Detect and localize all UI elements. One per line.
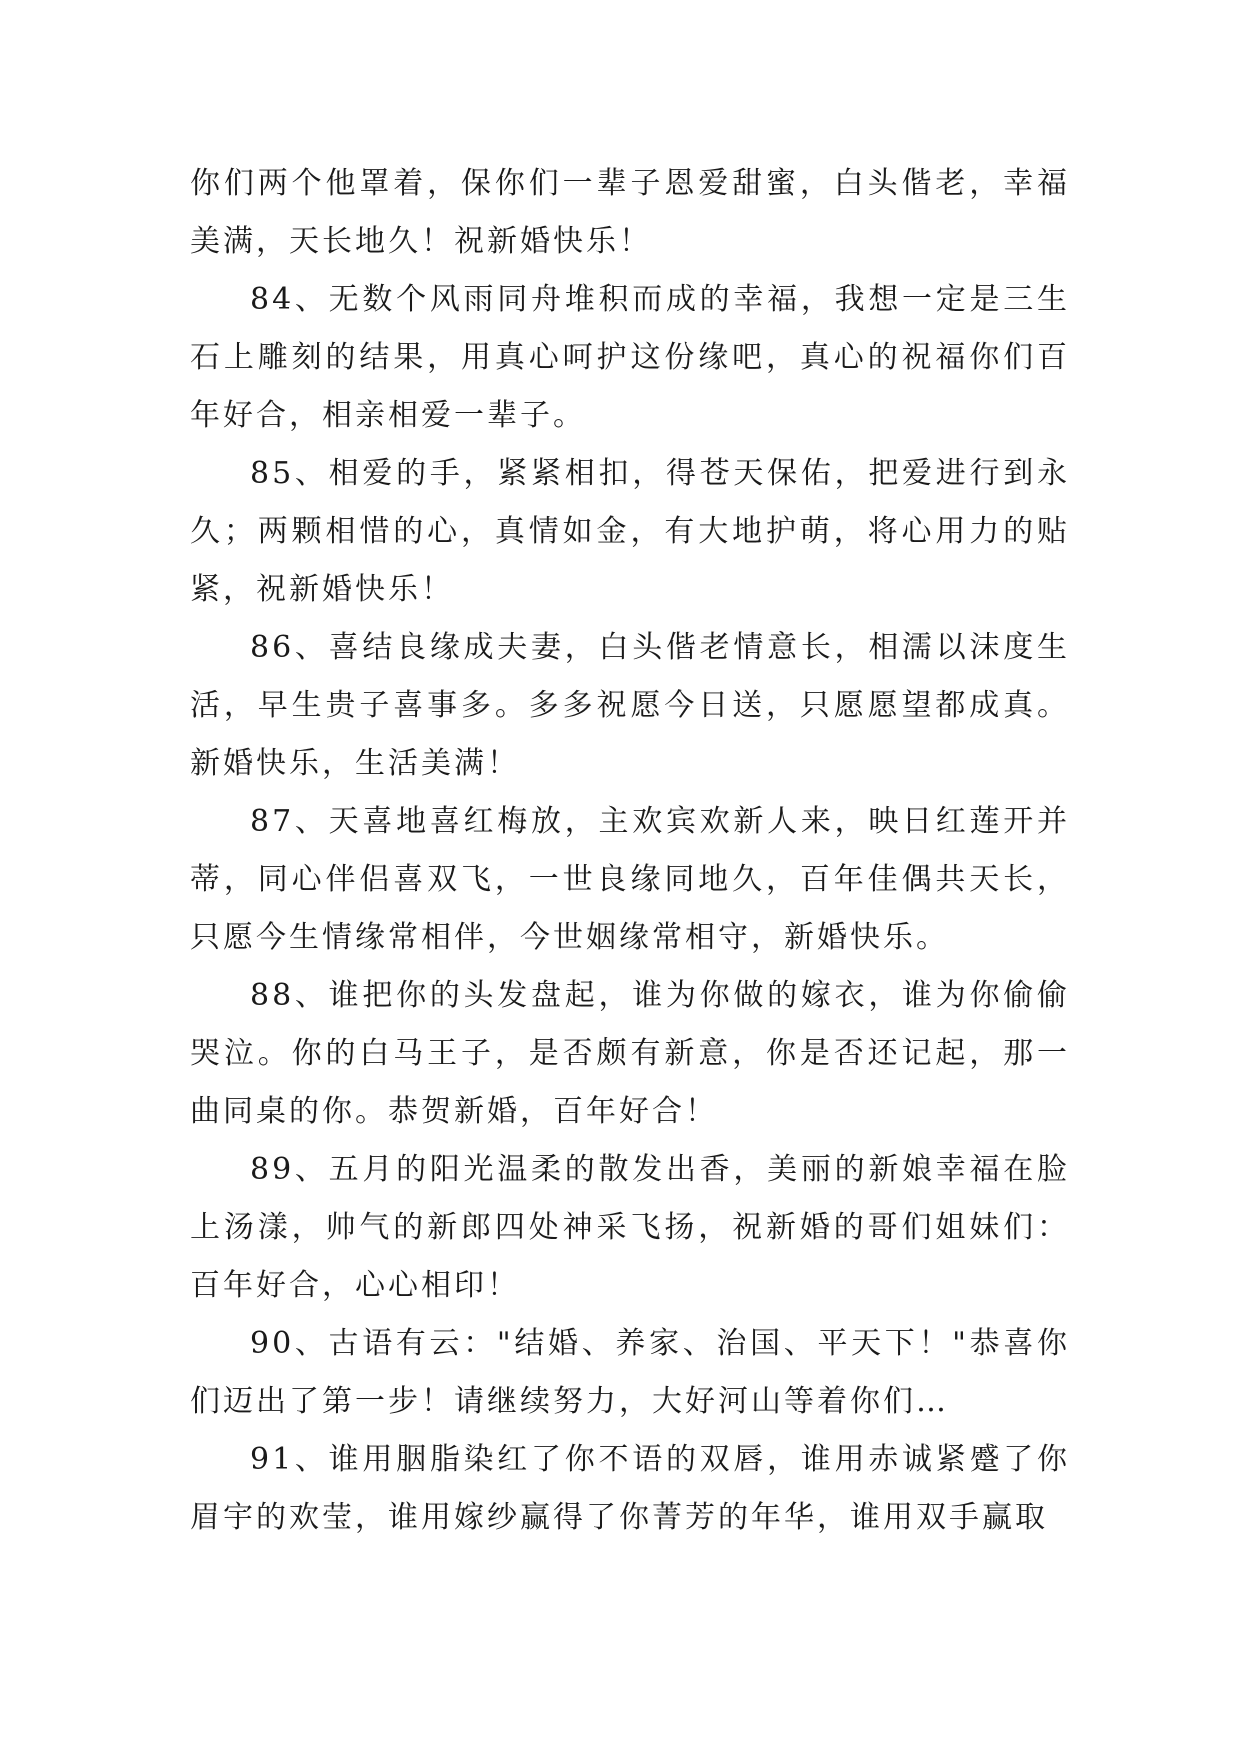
paragraph-90: 90、古语有云："结婚、养家、治国、平天下！"恭喜你们迈出了第一步！请继续努力，大好河山等着你们… xyxy=(190,1326,1070,1419)
paragraph-89: 89、五月的阳光温柔的散发出香，美丽的新娘幸福在脸上汤漾，帅气的新郎四处神采飞扬，祝新婚的哥们姐妹们：百年好合，心心相印！ xyxy=(190,1152,1070,1303)
document-body xyxy=(190,155,1070,1547)
paragraph-84: 84、无数个风雨同舟堆积而成的幸福，我想一定是三生石上雕刻的结果，用真心呵护这份缘吧，真心的祝福你们百年好合，相亲相爱一辈子。 xyxy=(190,282,1070,433)
paragraph-88: 88、谁把你的头发盘起，谁为你做的嫁衣，谁为你偷偷哭泣。你的白马王子，是否颇有新意，你是否还记起，那一曲同桌的你。恭贺新婚，百年好合！ xyxy=(190,978,1070,1129)
paragraph-85: 85、相爱的手，紧紧相扣，得苍天保佑，把爱进行到永久；两颗相惜的心，真情如金，有大地护萌，将心用力的贴紧，祝新婚快乐！ xyxy=(190,456,1070,607)
paragraph-87: 87、天喜地喜红梅放，主欢宾欢新人来，映日红莲开并蒂，同心伴侣喜双飞，一世良缘同地久，百年佳偶共天长，只愿今生情缘常相伴，今世姻缘常相守，新婚快乐。 xyxy=(190,804,1070,955)
paragraph-86: 86、喜结良缘成夫妻，白头偕老情意长，相濡以沫度生活，早生贵子喜事多。多多祝愿今日送，只愿愿望都成真。新婚快乐，生活美满！ xyxy=(190,630,1070,781)
paragraph-continuation: 你们两个他罩着，保你们一辈子恩爱甜蜜，白头偕老，幸福美满，天长地久！祝新婚快乐！ xyxy=(190,166,1070,259)
paragraph-91: 91、谁用胭脂染红了你不语的双唇，谁用赤诚紧蹙了你眉宇的欢莹，谁用嫁纱赢得了你菁芳的年华，谁用双手赢取 xyxy=(190,1442,1070,1535)
